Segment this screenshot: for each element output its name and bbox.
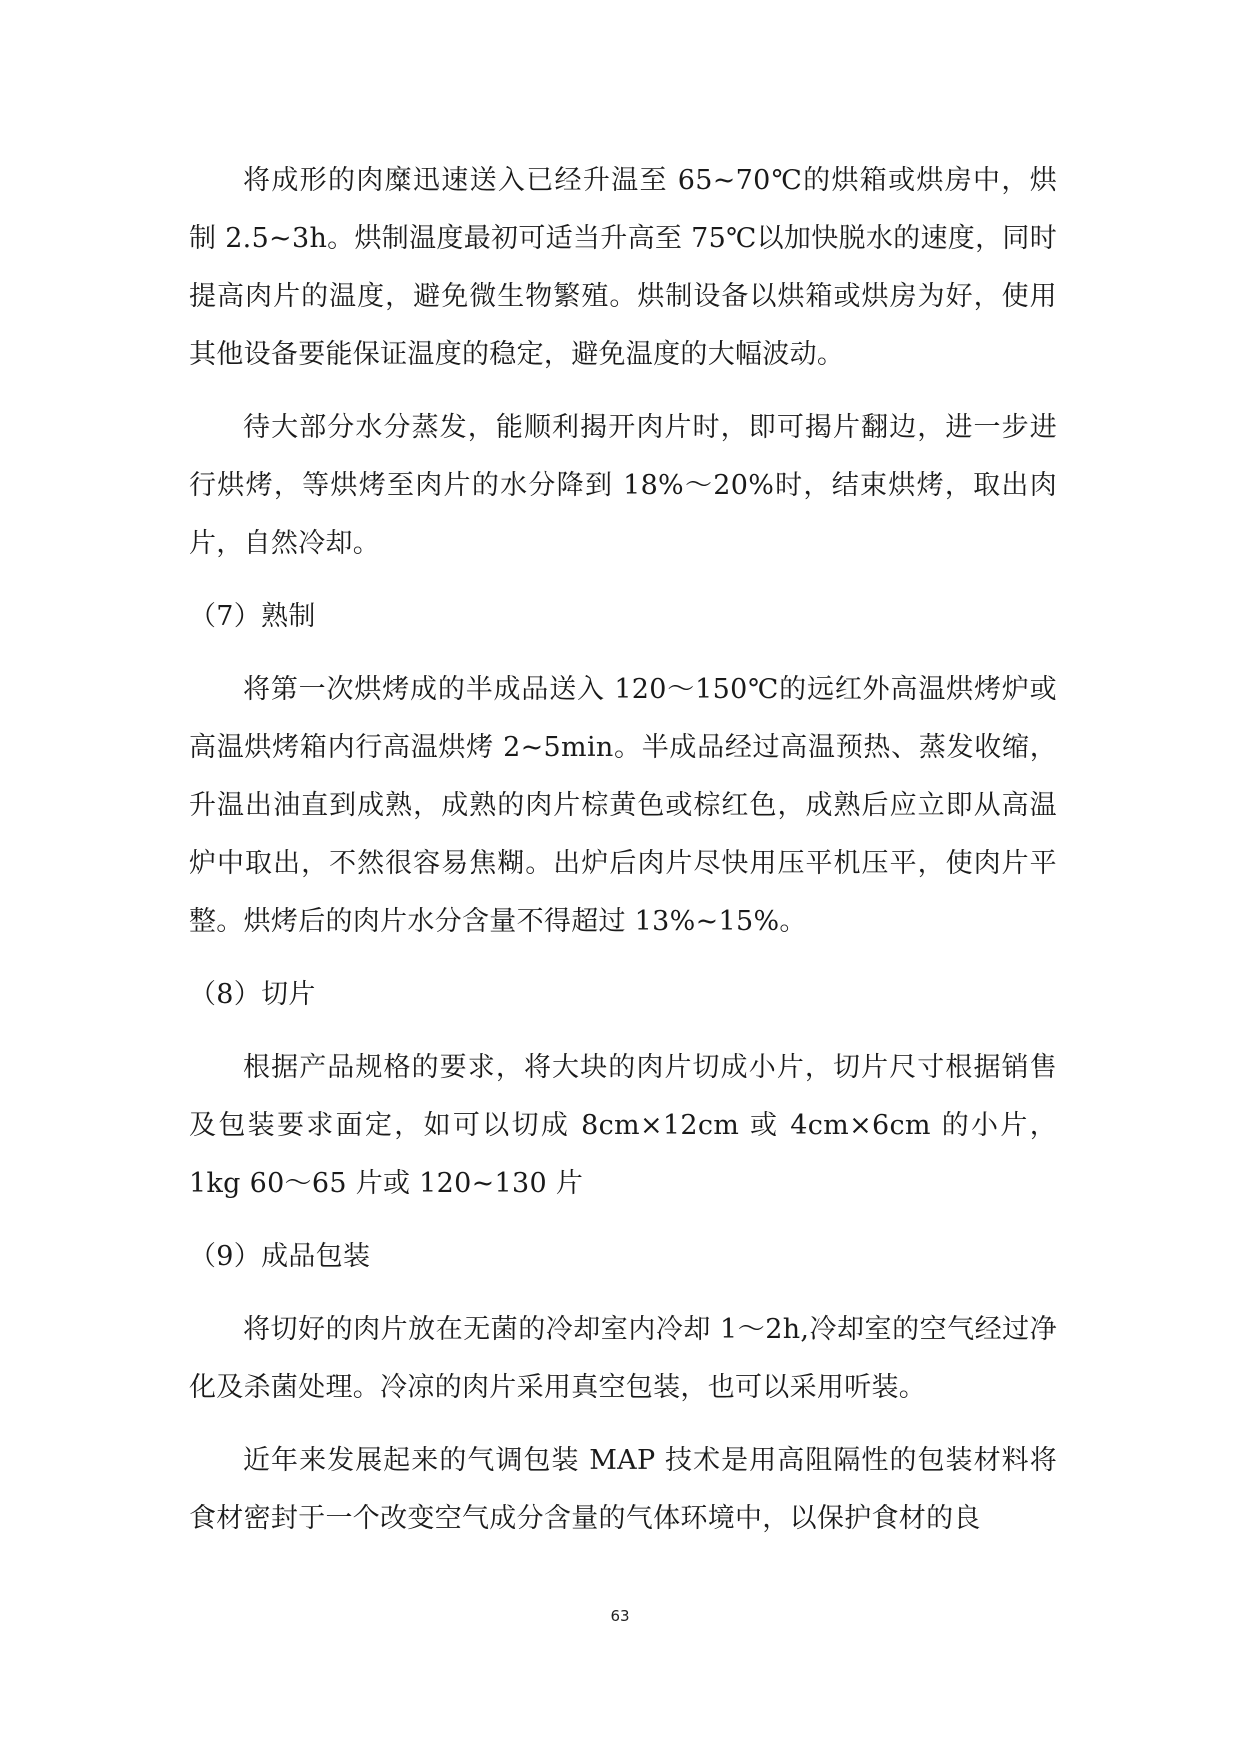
page-number: 63: [610, 1607, 630, 1625]
paragraph-slicing: 根据产品规格的要求，将大块的肉片切成小片，切片尺寸根据销售及包装要求面定，如可以切成 8cm×12cm 或 4cm×6cm 的小片，1kg 60～65 片或 120~130 片: [189, 1052, 1057, 1199]
paragraph-baking: 将成形的肉糜迅速送入已经升温至 65~70℃的烘箱或烘房中，烘制 2.5~3h。烘制温度最初可适当升高至 75℃以加快脱水的速度，同时提高肉片的温度，避免微生物繁殖。烘制设备以烘箱或烘房为好，使用其他设备要能保证温度的稳定，避免温度的大幅波动。: [189, 165, 1057, 370]
paragraph-high-temp-baking: 将第一次烘烤成的半成品送入 120～150℃的远红外高温烘烤炉或高温烘烤箱内行高温烘烤 2~5min。半成品经过高温预热、蒸发收缩，升温出油直到成熟，成熟的肉片棕黄色或棕红色，成熟后应立即从高温炉中取出，不然很容易焦糊。出炉后肉片尽快用压平机压平，使肉片平整。烘烤后的肉片水分含量不得超过 13%~15%。: [189, 674, 1057, 937]
paragraph-flip-and-cool: 待大部分水分蒸发，能顺利揭开肉片时，即可揭片翻边，进一步进行烘烤，等烘烤至肉片的水分降到 18%～20%时，结束烘烤，取出肉片，自然冷却。: [189, 412, 1057, 559]
section-heading-packaging: （9）成品包装: [189, 1241, 371, 1272]
section-heading-slicing: （8）切片: [189, 979, 316, 1010]
paragraph-map-packaging: 近年来发展起来的气调包装 MAP 技术是用高阻隔性的包装材料将食材密封于一个改变空气成分含量的气体环境中，以保护食材的良: [189, 1445, 1057, 1534]
section-heading-cooking: （7）熟制: [189, 601, 316, 632]
paragraph-cooling-packaging: 将切好的肉片放在无菌的冷却室内冷却 1～2h,冷却室的空气经过净化及杀菌处理。冷凉的肉片采用真空包装，也可以采用听装。: [189, 1314, 1057, 1403]
page-body: [189, 152, 1057, 1563]
